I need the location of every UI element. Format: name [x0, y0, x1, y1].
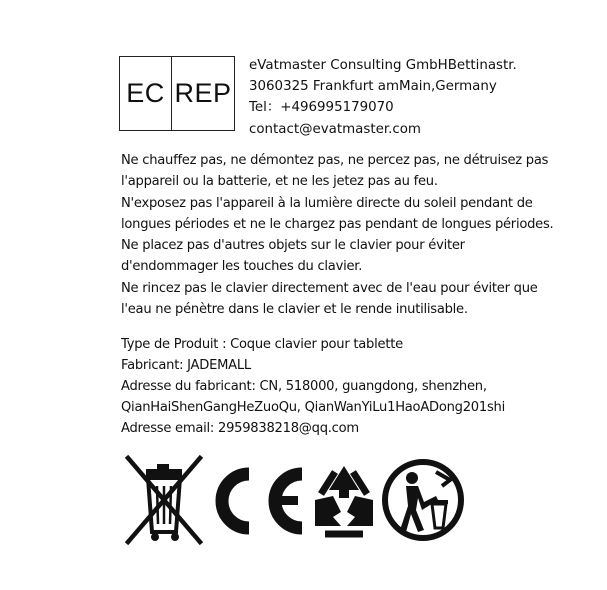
- recycle-icon: [305, 454, 383, 546]
- warning-line: Ne chauffez pas, ne démontez pas, ne percez pas, ne détruisez pas: [121, 153, 549, 168]
- compliance-symbols: [124, 454, 484, 546]
- product-info: [121, 334, 505, 439]
- manufacturer: Fabricant: JADEMALL: [121, 358, 251, 374]
- ec-rep-box: [119, 56, 235, 131]
- safety-warnings: [121, 150, 553, 320]
- rep-phone-line: Tel：+496995179070: [249, 100, 394, 116]
- manufacturer-address: Adresse du fabricant: CN, 518000, guangdong, shenzhen,: [121, 379, 487, 395]
- rep-address-line: 3060325 Frankfurt amMain,Germany: [249, 79, 497, 95]
- warning-line: Ne rincez pas le clavier directement avec de l'eau pour éviter que: [121, 280, 538, 296]
- warning-line: Ne placez pas d'autres objets sur le clavier pour éviter: [121, 238, 465, 254]
- warning-line: N'exposez pas l'appareil à la lumière directe du soleil pendant de: [121, 195, 533, 211]
- warning-line: l'appareil ou la batterie, et ne les jetez pas au feu.: [121, 174, 438, 190]
- crossed-bin-icon: [124, 454, 204, 546]
- rep-label: REP: [174, 78, 232, 108]
- warning-line: l'eau ne pénètre dans le clavier et le rende inutilisable.: [121, 302, 468, 318]
- rep-company-line: eVatmaster Consulting GmbHBettinastr.: [249, 58, 517, 73]
- ec-label: EC: [120, 57, 172, 130]
- ce-mark-icon: [204, 454, 308, 546]
- warning-line: d'endommager les touches du clavier.: [121, 259, 363, 275]
- ec-rep-contact: [249, 55, 517, 140]
- rep-email-line: contact@evatmaster.com: [249, 121, 421, 137]
- product-type: Type de Produit : Coque clavier pour tablette: [121, 337, 403, 352]
- warning-line: longues périodes et ne le chargez pas pendant de longues périodes.: [121, 216, 554, 232]
- manufacturer-email: Adresse email: 2959838218@qq.com: [121, 421, 359, 437]
- tidyman-icon: [380, 454, 466, 546]
- manufacturer-address-cont: QianHaiShenGangHeZuoQu, QianWanYiLu1HaoADong201shi: [121, 400, 505, 416]
